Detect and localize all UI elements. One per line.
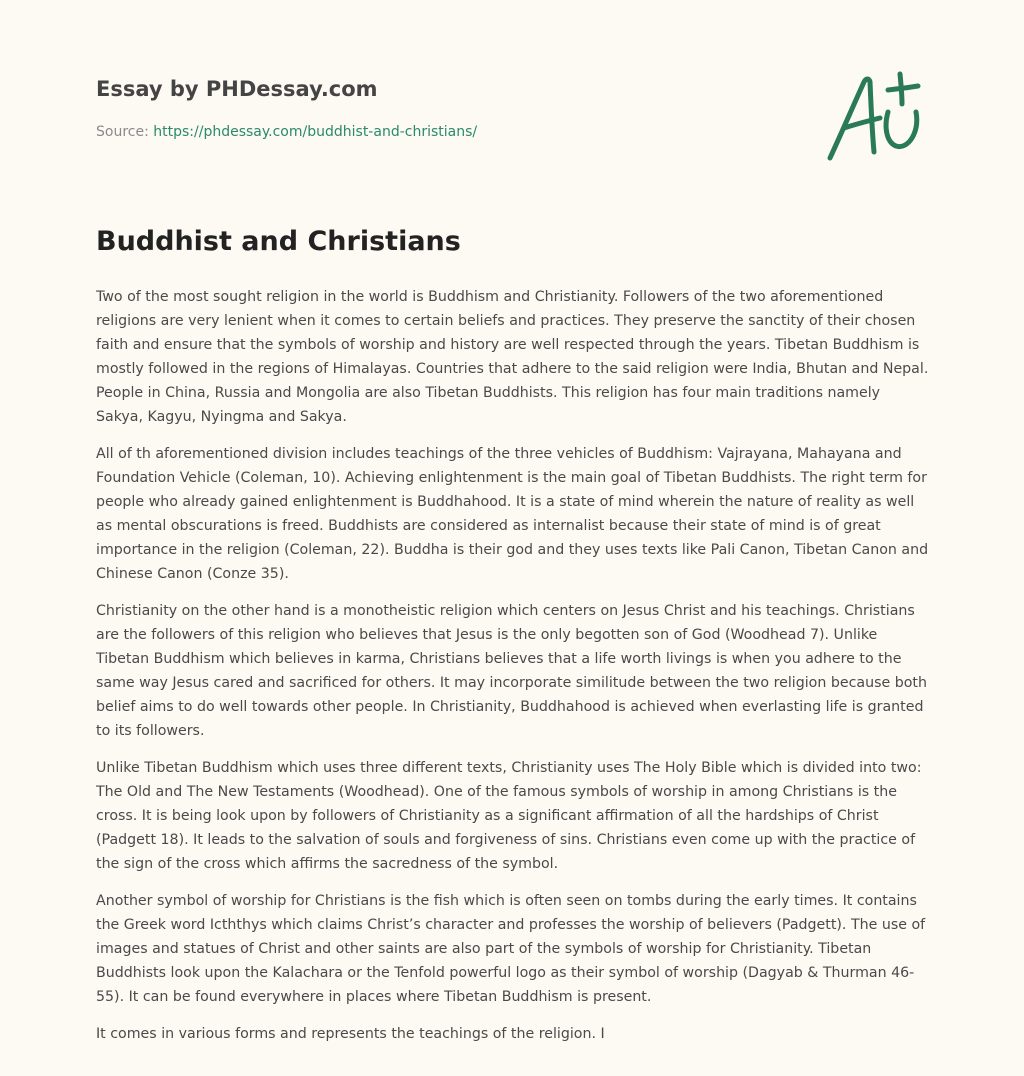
source-line (96, 124, 477, 140)
essay-title: Buddhist and Christians (96, 226, 461, 257)
essay-paragraph: Another symbol of worship for Christians is the fish which is often seen on tombs during the early times. It contains the Greek word Icththys which claims Christ’s character and professes the worship of believers (Padgett). The use of images and statues of Christ and other saints are also part of the symbols of worship for Christianity. Tibetan Buddhists look upon the Kalachara or the Tenfold powerful logo as their symbol of worship (Dagyab & Thurman 46-55). It can be found everywhere in places where Tibetan Buddhism is present. (96, 893, 926, 1005)
a-plus-logo-icon (824, 68, 928, 164)
source-link[interactable]: https://phdessay.com/buddhist-and-christians/ (153, 124, 478, 140)
source-label: Source: (96, 124, 154, 140)
essay-paragraph: Unlike Tibetan Buddhism which uses three different texts, Christianity uses The Holy Bible which is divided into two: The Old and The New Testaments (Woodhead). One of the famous symbols of worship in among Christians is the cross. It is being look upon by followers of Christianity as a significant affirmation of all the hardships of Christ (Padgett 18). It leads to the salvation of souls and forgiveness of sins. Christians even come up with the practice of the sign of the cross which affirms the sacredness of the symbol. (96, 760, 922, 872)
site-title: Essay by PHDessay.com (96, 77, 378, 101)
essay-paragraph: Christianity on the other hand is a monotheistic religion which centers on Jesus Christ and his teachings. Christians are the followers of this religion who believes that Jesus is the only begotten son of God (Woodhead 7). Unlike Tibetan Buddhism which believes in karma, Christians believes that a life worth livings is when you adhere to the same way Jesus cared and sacrificed for others. It may incorporate similitude between the two religion because both belief aims to do well towards other people. In Christianity, Buddhahood is achieved when everlasting life is granted to its followers. (96, 603, 927, 739)
essay-body (96, 285, 930, 1059)
essay-paragraph: It comes in various forms and represents the teachings of the religion. I (96, 1026, 605, 1042)
essay-paragraph: Two of the most sought religion in the world is Buddhism and Christianity. Followers of the two aforementioned religions are very lenient when it comes to certain beliefs and practices. They preserve the sanctity of their chosen faith and ensure that the symbols of worship and history are well respected through the years. Tibetan Buddhism is mostly followed in the regions of Himalayas. Countries that adhere to the said religion were India, Bhutan and Nepal. People in China, Russia and Mongolia are also Tibetan Buddhists. This religion has four main traditions namely Sakya, Kagyu, Nyingma and Sakya. (96, 289, 929, 425)
essay-paragraph: All of th aforementioned division includes teachings of the three vehicles of Buddhism: Vajrayana, Mahayana and Foundation Vehicle (Coleman, 10). Achieving enlightenment is the main goal of Tibetan Buddhists. The right term for people who already gained enlightenment is Buddhahood. It is a state of mind wherein the nature of reality as well as mental obscurations is freed. Buddhists are considered as internalist because their state of mind is of great importance in the religion (Coleman, 22). Buddha is their god and they uses texts like Pali Canon, Tibetan Canon and Chinese Canon (Conze 35). (96, 446, 929, 582)
